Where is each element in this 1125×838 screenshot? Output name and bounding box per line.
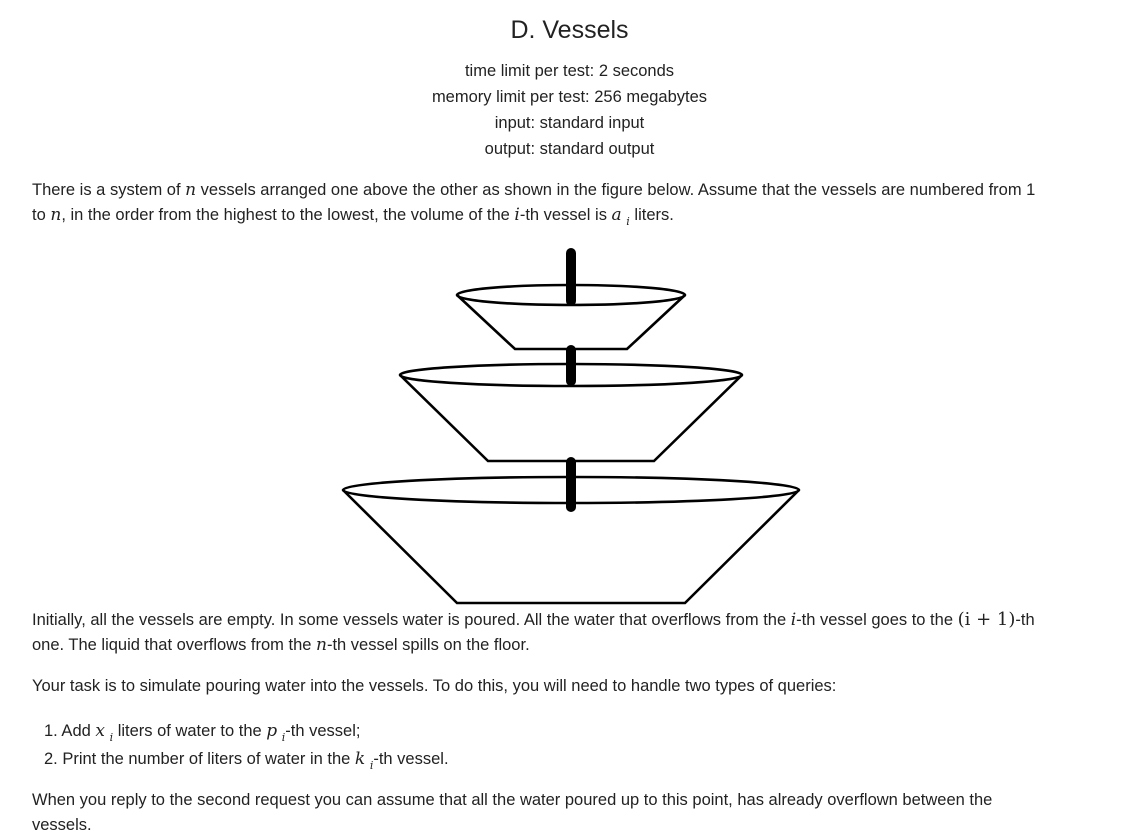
- query-list: [44, 718, 449, 774]
- output-spec: output: standard output: [484, 140, 655, 158]
- vessels-figure: [335, 245, 810, 610]
- query-add: 1. Add x $_i$ liters of water to the p $_i$-th vessel;: [44, 721, 361, 744]
- time-limit: time limit per test: 2 seconds: [464, 62, 675, 80]
- input-spec: input: standard input: [494, 114, 645, 132]
- memory-limit: memory limit per test: 256 megabytes: [431, 88, 708, 106]
- intro-paragraph: There is a system of n vessels arranged one above the other as shown in the figure below. Assume that the vessels are numbered from 1 to n, in the order from the highest to the lowest, the volume of the i-th vessel is a $_i$ liters.: [32, 180, 1036, 228]
- task-paragraph: Your task is to simulate pouring water into the vessels. To do this, you will need to handle two types of queries:: [32, 677, 837, 695]
- query-print: 2. Print the number of liters of water in the k $_i$-th vessel.: [44, 749, 449, 772]
- problem-limits: [0, 58, 1125, 162]
- overflow-paragraph: Initially, all the vessels are empty. In some vessels water is poured. All the water that overflows from the i-th vessel goes to the (i + 1)-th one. The liquid that overflows from the n-th vessel spills on the floor.: [32, 609, 1035, 655]
- problem-title: D. Vessels: [510, 16, 629, 44]
- reply-paragraph: When you reply to the second request you can assume that all the water poured up to this point, has already overflown between the vessels.: [32, 791, 993, 834]
